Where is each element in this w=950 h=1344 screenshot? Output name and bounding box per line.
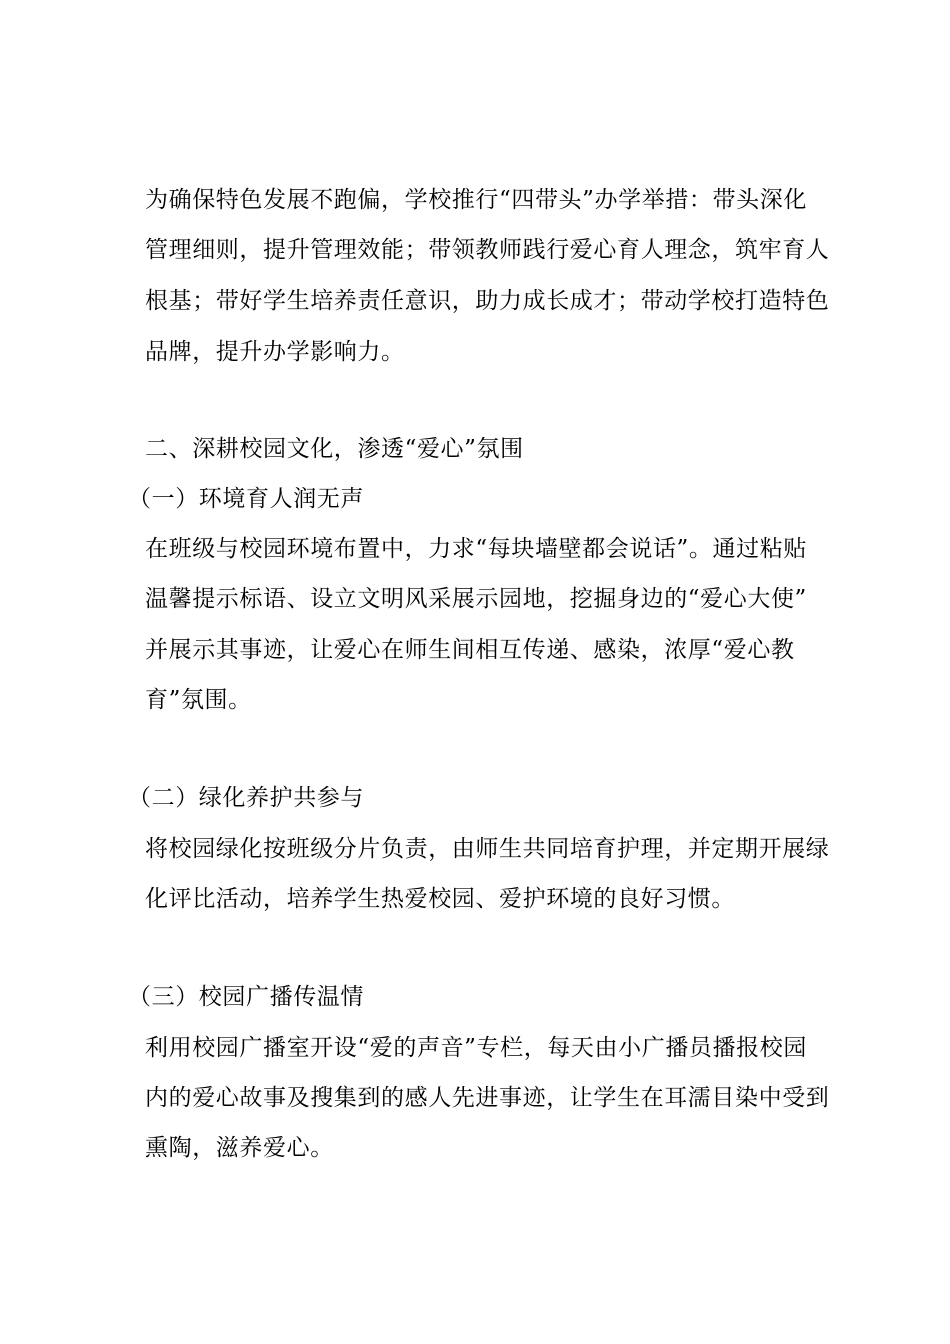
paragraph-line: 育”氛围。 bbox=[145, 687, 252, 713]
section-heading: 二、深耕校园文化，渗透“爱心”氛围 bbox=[145, 436, 524, 462]
subsection-heading: （一）环境育人润无声 bbox=[128, 486, 364, 512]
paragraph-line: 管理细则，提升管理效能；带领教师践行爱心育人理念，筑牢育人 bbox=[145, 237, 830, 263]
paragraph-line: 熏陶，滋养爱心。 bbox=[145, 1135, 334, 1161]
paragraph-line: 并展示其事迹，让爱心在师生间相互传递、感染，浓厚“爱心教 bbox=[145, 637, 795, 663]
paragraph-line: 利用校园广播室开设“爱的声音”专栏，每天由小广播员播报校园 bbox=[145, 1035, 807, 1061]
paragraph-line: 将校园绿化按班级分片负责，由师生共同培育护理，并定期开展绿 bbox=[145, 836, 830, 862]
paragraph-line: 为确保特色发展不跑偏，学校推行“四带头”办学举措：带头深化 bbox=[145, 187, 807, 213]
paragraph-line: 化评比活动，培养学生热爱校园、爱护环境的良好习惯。 bbox=[145, 886, 735, 912]
paragraph-line: 内的爱心故事及搜集到的感人先进事迹，让学生在耳濡目染中受到 bbox=[145, 1085, 830, 1111]
paragraph-line: 品牌，提升办学影响力。 bbox=[145, 339, 405, 365]
paragraph-line: 根基；带好学生培养责任意识，助力成长成才；带动学校打造特色 bbox=[145, 288, 830, 314]
paragraph-line: 温馨提示标语、设立文明风采展示园地，挖掘身边的“爱心大使” bbox=[145, 586, 807, 612]
subsection-heading: （三）校园广播传温情 bbox=[128, 984, 364, 1010]
paragraph-line: 在班级与校园环境布置中，力求“每块墙壁都会说话”。通过粘贴 bbox=[145, 536, 807, 562]
subsection-heading: （二）绿化养护共参与 bbox=[128, 785, 364, 811]
